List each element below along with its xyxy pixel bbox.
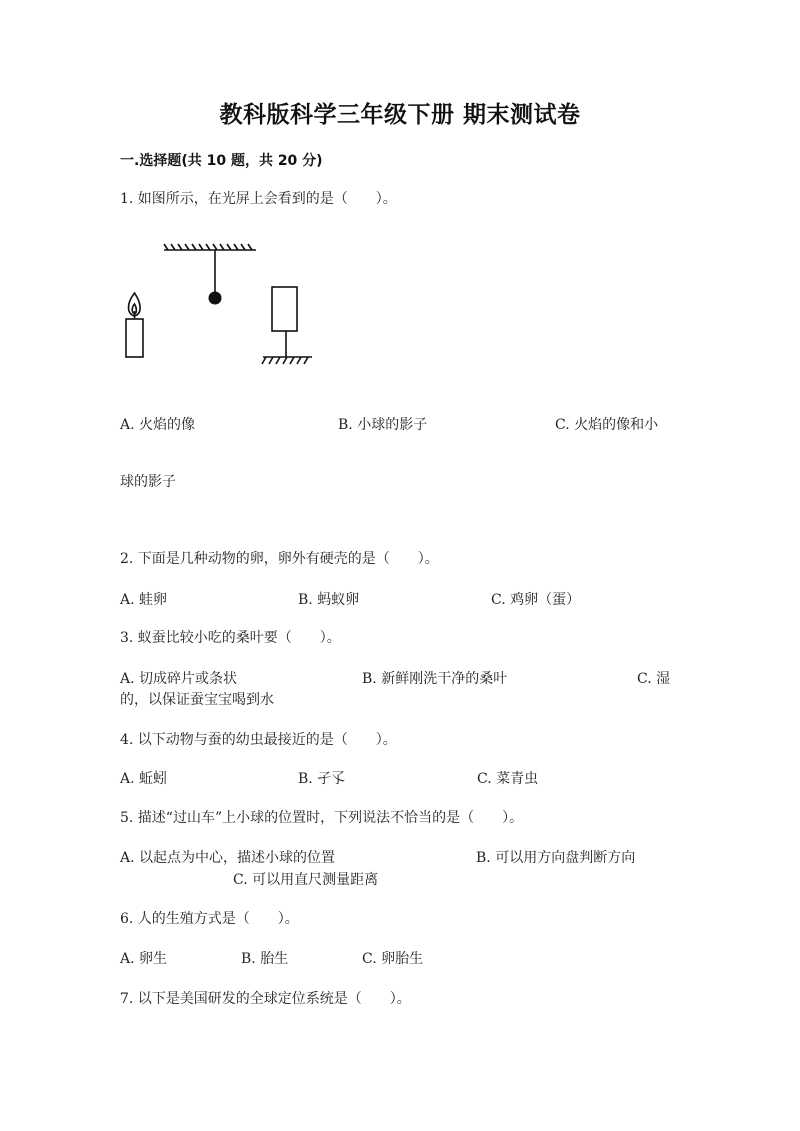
q4-option-c[interactable]: C. 菜青虫 bbox=[477, 771, 539, 787]
question-4: 4. 以下动物与蚕的幼虫最接近的是（ ）。 bbox=[120, 732, 397, 748]
q4-option-b[interactable]: B. 孑孓 bbox=[298, 771, 346, 787]
question-2: 2. 下面是几种动物的卵，卵外有硬壳的是（ ）。 bbox=[120, 551, 439, 567]
q4-option-a[interactable]: A. 蚯蚓 bbox=[120, 771, 168, 787]
q6-option-a[interactable]: A. 卵生 bbox=[120, 951, 168, 967]
q6-option-c[interactable]: C. 卵胎生 bbox=[362, 951, 424, 967]
q1-option-c[interactable]: C. 火焰的像和小 bbox=[555, 417, 659, 433]
q6-option-b[interactable]: B. 胎生 bbox=[241, 951, 289, 967]
q1-option-b[interactable]: B. 小球的影子 bbox=[338, 417, 428, 433]
question-7: 7. 以下是美国研发的全球定位系统是（ ）。 bbox=[120, 991, 411, 1007]
q5-option-a[interactable]: A. 以起点为中心，描述小球的位置 bbox=[120, 850, 336, 866]
q3-option-a[interactable]: A. 切成碎片或条状 bbox=[120, 671, 238, 687]
question-6: 6. 人的生殖方式是（ ）。 bbox=[120, 911, 299, 927]
section-heading: 一.选择题(共 10 题，共 20 分) bbox=[120, 153, 323, 169]
q5-option-b[interactable]: B. 可以用方向盘判断方向 bbox=[476, 850, 636, 866]
q5-option-c[interactable]: C. 可以用直尺测量距离 bbox=[233, 872, 379, 888]
question-1: 1. 如图所示，在光屏上会看到的是（ ）。 bbox=[120, 191, 397, 207]
q1-option-c-continued: 球的影子 bbox=[120, 474, 176, 490]
ceiling-support bbox=[164, 244, 256, 250]
question-3: 3. 蚁蚕比较小吃的桑叶要（ ）。 bbox=[120, 630, 341, 646]
question-5: 5. 描述“过山车”上小球的位置时，下列说法不恰当的是（ ）。 bbox=[120, 810, 524, 826]
light-shadow-figure bbox=[118, 238, 318, 370]
small-ball bbox=[209, 292, 222, 305]
q2-option-b[interactable]: B. 蚂蚁卵 bbox=[298, 592, 360, 608]
light-screen bbox=[262, 287, 312, 364]
q2-option-c[interactable]: C. 鸡卵（蛋） bbox=[491, 592, 581, 608]
q3-option-c-continued: 的，以保证蚕宝宝喝到水 bbox=[120, 692, 274, 708]
candle bbox=[126, 293, 143, 357]
q3-option-c[interactable]: C. 湿 bbox=[637, 671, 671, 687]
q1-option-a[interactable]: A. 火焰的像 bbox=[120, 417, 196, 433]
q3-option-b[interactable]: B. 新鲜刚洗干净的桑叶 bbox=[362, 671, 508, 687]
q2-option-a[interactable]: A. 蛙卵 bbox=[120, 592, 168, 608]
page-title: 教科版科学三年级下册 期末测试卷 bbox=[219, 102, 581, 128]
